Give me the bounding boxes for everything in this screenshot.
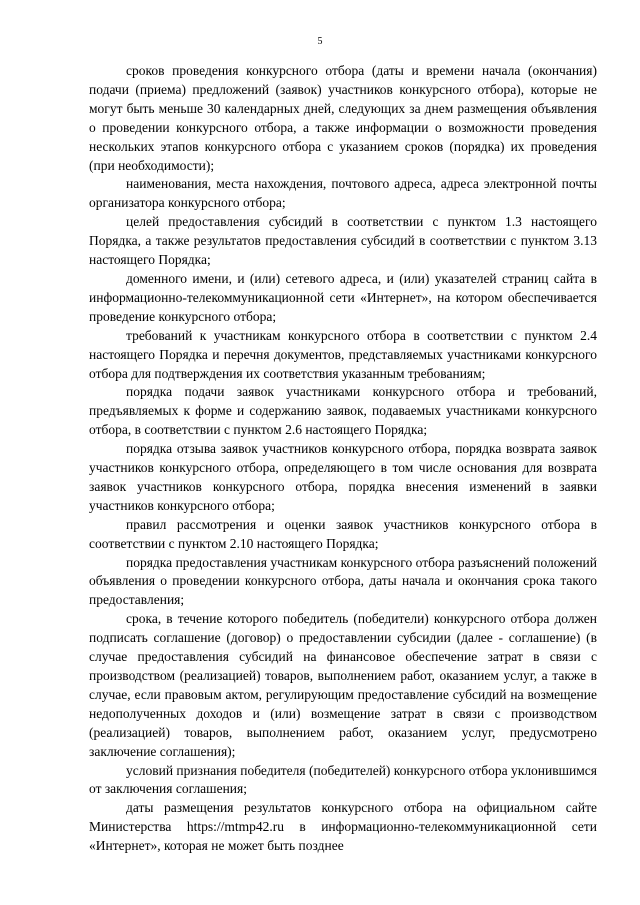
paragraph-participant-requirements: требований к участникам конкурсного отбора в соответствии с пунктом 2.4 настоящего Порядка и перечня документов, представляемых участниками конкурсного отбора для подтверждения их соответствия указанным требованиям;	[89, 327, 597, 381]
document-body	[89, 62, 597, 856]
paragraph-results-publication: даты размещения результатов конкурсного отбора на официальном сайте Министерства https://mtmp42.ru в информационно-телекоммуникационной сети «Интернет», которая не может быть позднее	[89, 800, 597, 854]
paragraph-subsidy-goals: целей предоставления субсидий в соответствии с пунктом 1.3 настоящего Порядка, а также результатов предоставления субсидий в соответствии с пунктом 3.13 настоящего Порядка;	[89, 214, 597, 268]
paragraph-application-procedure: порядка подачи заявок участниками конкурсного отбора и требований, предъявляемых к форме и содержанию заявок, подаваемых участниками конкурсного отбора, в соответствии с пунктом 2.6 настоящего Порядка;	[89, 384, 597, 438]
paragraph-agreement-deadline: срока, в течение которого победитель (победители) конкурсного отбора должен подписать соглашение (договор) о предоставлении субсидии (далее - соглашение) (в случае предоставления субсидий на финансовое обеспечение затрат в связи с производством (реализацией) товаров, выполнением работ, оказанием услуг, а также в случае, если правовым актом, регулирующим предоставление субсидий на возмещение недополученных доходов и (или) возмещение затрат в связи с производством (реализацией) товаров, выполнением работ, оказанием услуг, предусмотрено заключение соглашения);	[89, 611, 597, 759]
paragraph-clarifications: порядка предоставления участникам конкурсного отбора разъяснений положений объявления о проведении конкурсного отбора, даты начала и окончания срока такого предоставления;	[89, 554, 597, 608]
paragraph-withdrawal-procedure: порядка отзыва заявок участников конкурсного отбора, порядка возврата заявок участников конкурсного отбора, определяющего в том числе основания для возврата заявок участников конкурсного отбора, порядка внесения изменений в заявки участников конкурсного отбора;	[89, 441, 597, 513]
paragraph-evaluation-rules: правил рассмотрения и оценки заявок участников конкурсного отбора в соответствии с пунктом 2.10 настоящего Порядка;	[89, 516, 597, 551]
paragraph-domain-name: доменного имени, и (или) сетевого адреса, и (или) указателей страниц сайта в информационно-телекоммуникационной сети «Интернет», на котором обеспечивается проведение конкурсного отбора;	[89, 270, 597, 324]
paragraph-deadlines: сроков проведения конкурсного отбора (даты и времени начала (окончания) подачи (приема) предложений (заявок) участников конкурсного отбора), которые не могут быть меньше 30 календарных дней, следующих за днем размещения объявления о проведении конкурсного отбора, а также информации о возможности проведения нескольких этапов конкурсного отбора с указанием сроков (порядка) их проведения (при необходимости);	[89, 63, 597, 173]
paragraph-evasion-conditions: условий признания победителя (победителей) конкурсного отбора уклонившимся от заключения соглашения;	[89, 762, 597, 797]
paragraph-organizer-info: наименования, места нахождения, почтового адреса, адреса электронной почты организатора конкурсного отбора;	[89, 176, 597, 211]
page-number: 5	[317, 36, 323, 47]
